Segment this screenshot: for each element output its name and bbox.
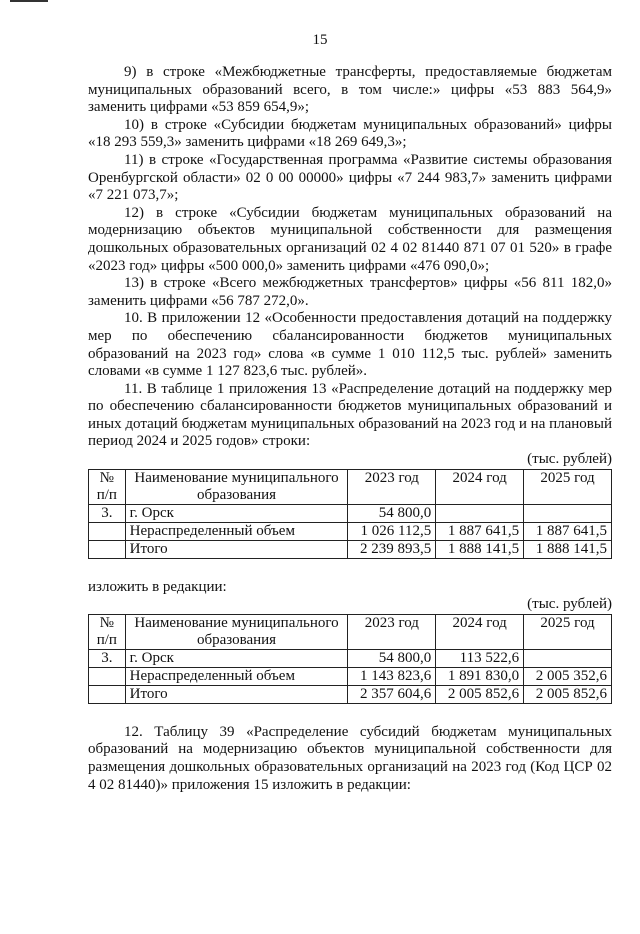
cell-name: г. Орск [125, 504, 348, 522]
cell-2024: 2 005 852,6 [436, 685, 524, 703]
cell-2025: 2 005 852,6 [524, 685, 612, 703]
cell-2025: 1 888 141,5 [524, 540, 612, 558]
cell-no [89, 667, 126, 685]
middle-text: изложить в редакции: [88, 578, 227, 595]
cell-2024: 1 891 830,0 [436, 667, 524, 685]
header-2023: 2023 год [348, 469, 436, 504]
header-2024: 2024 год [436, 469, 524, 504]
paragraph-item-10: 10) в строке «Субсидии бюджетам муниципальных образований» цифры «18 293 559,3» заменить цифрами «18 269 649,3»; [88, 116, 612, 151]
table-row [89, 504, 612, 522]
cell-2025: 1 887 641,5 [524, 522, 612, 540]
cell-no [89, 540, 126, 558]
paragraph-item-11: 11) в строке «Государственная программа «Развитие системы образования Оренбургской области» 02 0 00 00000» цифры «7 244 983,7» заменить цифрами «7 221 073,7»; [88, 151, 612, 204]
paragraph-item-13: 13) в строке «Всего межбюджетных трансфертов» цифры «56 811 182,0» заменить цифрами «56 787 272,0». [88, 275, 612, 309]
table-header-row [89, 614, 612, 649]
cell-2023: 54 800,0 [348, 649, 436, 667]
cell-2024: 113 522,6 [436, 649, 524, 667]
unit-label-old: (тыс. рублей) [527, 451, 612, 468]
cell-2025: 2 005 352,6 [524, 667, 612, 685]
cell-name: Нераспределенный объем [125, 522, 348, 540]
cell-2024: 1 887 641,5 [436, 522, 524, 540]
paragraph-section-11: 11. В таблице 1 приложения 13 «Распределение дотаций на поддержку мер по обеспечению сбалансированности бюджетов муниципальных образований и иных дотаций бюджетам муниципальных образований на 2023 год и на плановый период 2024 и 2025 годов» строки: [88, 380, 612, 450]
paragraph-section-12: 12. Таблицу 39 «Распределение субсидий бюджетам муниципальных образований на модернизацию объектов муниципальной собственности для размещения дошкольных образовательных организаций на 2023 год (Код ЦСР 02 4 02 81440)» приложения 15 изложить в редакции: [88, 723, 612, 793]
unit-label-new: (тыс. рублей) [527, 596, 612, 613]
header-name: Наименование муниципального образования [125, 614, 348, 649]
cell-2024 [436, 504, 524, 522]
table-row [89, 522, 612, 540]
table-row [89, 649, 612, 667]
page-number: 15 [312, 32, 328, 48]
paragraph-item-9: 9) в строке «Межбюджетные трансферты, предоставляемые бюджетам муниципальных образований всего, в том числе:» цифры «53 883 564,9» заменить цифрами «53 859 654,9»; [88, 64, 612, 116]
header-no: № п/п [89, 469, 126, 504]
paragraph-section-10: 10. В приложении 12 «Особенности предоставления дотаций на поддержку мер по обеспечению сбалансированности бюджетов муниципальных образований на 2023 год» слова «в сумме 1 010 112,5 тыс. рублей» заменить словами «в сумме 1 127 823,6 тыс. рублей». [88, 310, 612, 380]
paragraph-item-12: 12) в строке «Субсидии бюджетам муниципальных образований на модернизацию объектов муниципальной собственности для размещения дошкольных образовательных организаций 02 4 02 81440 871 07 01 520» в графе «2023 год» цифры «500 000,0» заменить цифрами «476 090,0»; [88, 204, 612, 274]
cell-name: Нераспределенный объем [125, 667, 348, 685]
cell-2024: 1 888 141,5 [436, 540, 524, 558]
cell-2023: 1 143 823,6 [348, 667, 436, 685]
header-2023: 2023 год [348, 614, 436, 649]
cell-2023: 2 357 604,6 [348, 685, 436, 703]
table-new [88, 614, 612, 704]
header-2025: 2025 год [524, 469, 612, 504]
cell-no [89, 685, 126, 703]
cell-2023: 1 026 112,5 [348, 522, 436, 540]
document-body [88, 64, 612, 794]
cell-2023: 2 239 893,5 [348, 540, 436, 558]
cell-name: Итого [125, 685, 348, 703]
table-header-row [89, 469, 612, 504]
header-2025: 2025 год [524, 614, 612, 649]
table-row [89, 540, 612, 558]
cell-2025 [524, 649, 612, 667]
scan-edge-mark [10, 0, 48, 2]
cell-no [89, 522, 126, 540]
header-no: № п/п [89, 614, 126, 649]
cell-2025 [524, 504, 612, 522]
cell-no: 3. [89, 504, 126, 522]
cell-2023: 54 800,0 [348, 504, 436, 522]
header-name: Наименование муниципального образования [125, 469, 348, 504]
cell-name: г. Орск [125, 649, 348, 667]
header-2024: 2024 год [436, 614, 524, 649]
cell-no: 3. [89, 649, 126, 667]
table-row [89, 667, 612, 685]
table-row [89, 685, 612, 703]
table-old [88, 469, 612, 559]
cell-name: Итого [125, 540, 348, 558]
